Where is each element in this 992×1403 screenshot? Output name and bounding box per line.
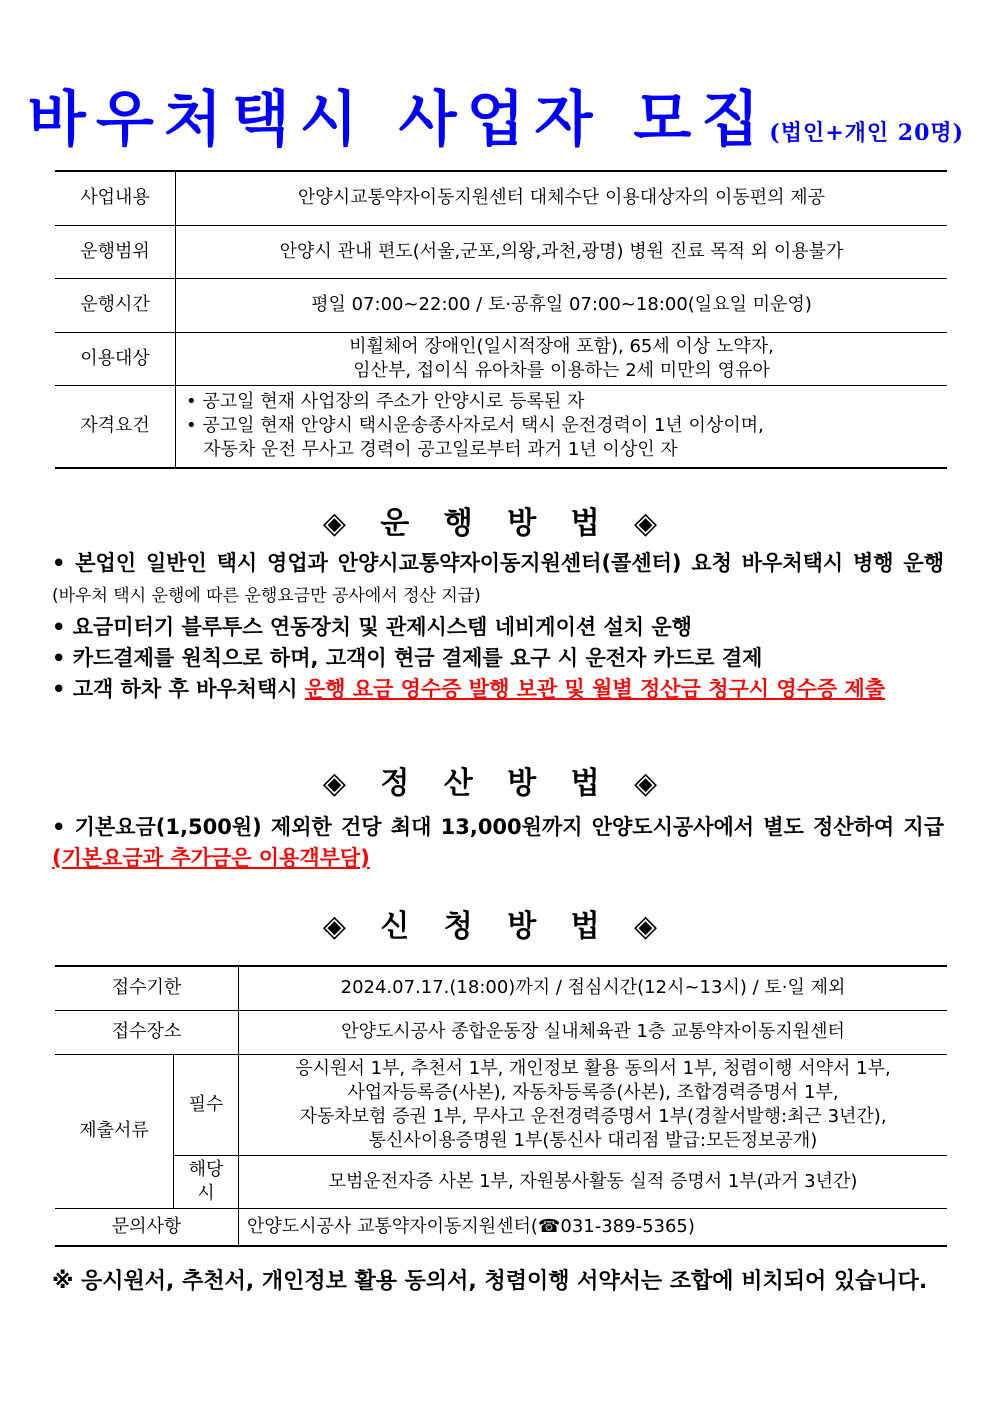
required-line-2: 사업자등록증(사본), 자동차등록증(사본), 조합경력증명서 1부, — [347, 1081, 839, 1103]
row-value-range: 안양시 관내 편도(서울,군포,의왕,과천,광명) 병원 진료 목적 외 이용불가 — [279, 240, 844, 262]
required-line-3: 자동차보험 증권 1부, 무사고 운전경력증명서 1부(경찰서발행:최근 3년간), — [299, 1105, 887, 1127]
optional-label: 해당 시 — [174, 1155, 239, 1208]
contact-value: 안양도시공사 교통약자이동지원센터(☎031-389-5365) — [239, 1208, 948, 1246]
table-row — [55, 1010, 947, 1054]
row-label-hours: 운행시간 — [55, 278, 176, 332]
table-row — [55, 1155, 947, 1208]
row-value-business: 안양시교통약자이동지원센터 대체수단 이용대상자의 이동편의 제공 — [297, 187, 826, 209]
settlement-red: (기본요금과 추가금은 이용객부담) — [52, 846, 370, 870]
row-value-qualification — [176, 385, 948, 468]
row-value-hours: 평일 07:00~22:00 / 토·공휴일 07:00~18:00(일요일 미운영) — [311, 294, 812, 315]
table-row — [55, 966, 947, 1010]
settlement-main: • 기본요금(1,500원) 제외한 건당 최대 13,000원까지 안양도시공사에서 별도 정산하여 지급 — [52, 815, 944, 839]
table-row — [55, 1054, 947, 1155]
row-label-target: 이용대상 — [55, 332, 176, 385]
table-row — [55, 332, 947, 385]
qualification-line-3: 자동차 운전 무사고 경력이 공고일로부터 과거 1년 이상인 자 — [186, 439, 678, 461]
table-row — [55, 278, 947, 332]
operation-item-3: • 카드결제를 원칙으로 하며, 고객이 현금 결제를 요구 시 운전자 카드로 결제 — [52, 646, 763, 670]
title-sub: (법인+개인 20명) — [769, 120, 965, 146]
page-title — [0, 72, 992, 158]
required-line-4: 통신사이용증명원 1부(통신사 대리점 발급:모든정보공개) — [368, 1129, 818, 1151]
table-row — [55, 225, 947, 278]
operation-item-4-red: 운행 요금 영수증 발행 보관 및 월별 정산금 청구시 영수증 제출 — [304, 677, 886, 701]
required-docs — [239, 1054, 948, 1155]
operation-item-2: • 요금미터기 블루투스 연동장치 및 관제시스템 네비게이션 설치 운행 — [52, 615, 692, 639]
application-heading: ◈ 신 청 방 법 ◈ — [322, 909, 670, 944]
required-line-1: 응시원서 1부, 추천서 1부, 개인정보 활용 동의서 1부, 청렴이행 서약서 1부, — [295, 1057, 891, 1079]
table-row — [55, 385, 947, 468]
operation-item-4 — [52, 674, 944, 705]
place-label: 접수장소 — [55, 1010, 239, 1054]
contact-label: 문의사항 — [55, 1208, 239, 1246]
target-line-1: 비휠체어 장애인(일시적장애 포함), 65세 이상 노약자, — [349, 335, 774, 357]
row-value-target — [176, 332, 948, 385]
docs-label: 제출서류 — [55, 1054, 174, 1208]
optional-docs: 모범운전자증 사본 1부, 자원봉사활동 실적 증명서 1부(과거 3년간) — [239, 1155, 948, 1208]
operation-item-1 — [52, 548, 944, 612]
operation-item-1-main: • 본업인 일반인 택시 영업과 안양시교통약자이동지원센터(콜센터) 요청 바우처택시 병행 운행 — [52, 551, 944, 575]
settlement-heading: ◈ 정 산 방 법 ◈ — [322, 766, 670, 801]
row-label-qualification: 자격요건 — [55, 385, 176, 468]
table-row — [55, 1208, 947, 1246]
table-row — [55, 171, 947, 225]
footer-note: ※ 응시원서, 추천서, 개인정보 활용 동의서, 청렴이행 서약서는 조합에 비치되어 있습니다. — [52, 1269, 928, 1294]
operation-list — [52, 548, 944, 705]
application-table — [55, 965, 947, 1247]
operation-heading: ◈ 운 행 방 법 ◈ — [322, 506, 670, 541]
operation-item-4-prefix: • 고객 하차 후 바우처택시 — [52, 677, 305, 701]
settlement-text — [52, 812, 944, 874]
operation-item-1-note: (바우처 택시 운행에 따른 운행요금만 공사에서 정산 지급) — [52, 586, 481, 606]
qualification-line-1: • 공고일 현재 사업장의 주소가 안양시로 등록된 자 — [186, 391, 585, 413]
row-label-business: 사업내용 — [55, 171, 176, 225]
info-table — [55, 170, 947, 469]
row-label-range: 운행범위 — [55, 225, 176, 278]
deadline-label: 접수기한 — [55, 966, 239, 1010]
qualification-line-2: • 공고일 현재 안양시 택시운송종사자로서 택시 운전경력이 1년 이상이며, — [186, 415, 764, 437]
target-line-2: 임산부, 접이식 유아차를 이용하는 2세 미만의 영유아 — [353, 359, 770, 381]
required-label: 필수 — [174, 1054, 239, 1155]
deadline-value: 2024.07.17.(18:00)까지 / 점심시간(12시~13시) / 토·일 제외 — [239, 966, 948, 1010]
place-value: 안양도시공사 종합운동장 실내체육관 1층 교통약자이동지원센터 — [239, 1010, 948, 1054]
title-main: 바우처택시 사업자 모집 — [27, 85, 770, 155]
